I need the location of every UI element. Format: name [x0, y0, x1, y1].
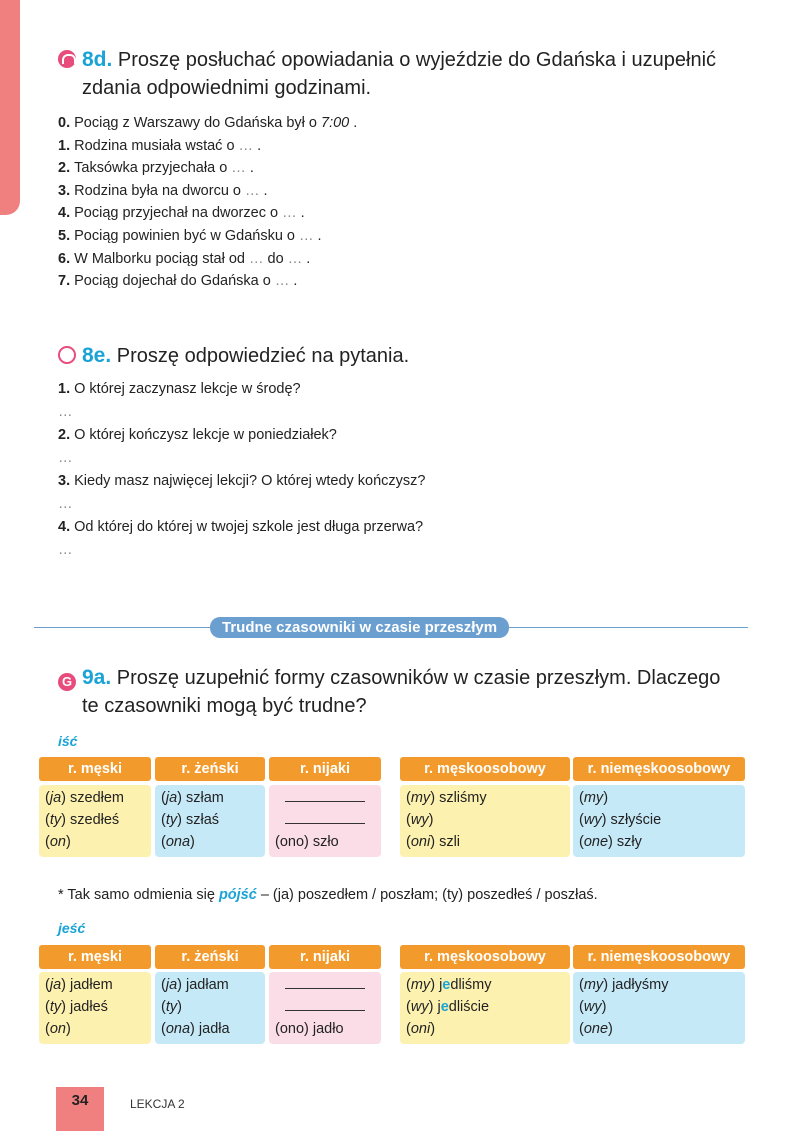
isc-header-mo: r. męskoosobowy [400, 757, 570, 781]
jesc-header-n: r. nijaki [269, 945, 381, 969]
item-number: 5. [58, 227, 75, 244]
form-line [579, 809, 739, 831]
form-line [406, 809, 564, 831]
note-rest: – (ja) poszedłem / poszłam; (ty) poszedłeś / poszłaś. [256, 887, 598, 903]
item-number: 3. [58, 473, 75, 489]
exercise-8d-instruction: Proszę posłuchać opowiadania o wyjeździe do Gdańska i uzupełnić [117, 49, 717, 71]
form-line: (ono) szło [275, 834, 339, 850]
note-pojsc [58, 887, 598, 903]
question-item: 2. O której kończysz lekcje w poniedziałek? [58, 427, 337, 443]
item-number: 0. [58, 115, 75, 131]
isc-cell-nmo [573, 785, 745, 857]
note-verb: pójść [218, 887, 257, 903]
isc-header-n: r. nijaki [269, 757, 381, 781]
exercise-8e-list [58, 378, 425, 562]
form-line [406, 996, 564, 1018]
blank-line [285, 790, 365, 802]
form-line [579, 1018, 739, 1040]
list-item: 1. Rodzina musiała wstać o … . [58, 137, 262, 154]
form-text: (wy) [406, 812, 434, 828]
exercise-9a-instruction-2: te czasowniki mogą być trudne? [82, 695, 367, 717]
form-text: (on) [45, 834, 71, 850]
question-item: 4. Od której do której w twojej szkole jest długa przerwa? [58, 519, 424, 535]
answer-blank: … [287, 250, 303, 267]
jesc-header-m: r. męski [39, 945, 151, 969]
form-text: (ty) szłaś [161, 812, 220, 828]
question-item: 3. Kiedy masz najwięcej lekcji? O której wtedy kończysz? [58, 473, 426, 489]
side-tab [0, 0, 20, 215]
item-number: 6. [58, 250, 75, 267]
isc-cell-n [269, 785, 381, 857]
form-text: (ja) jadłem [45, 977, 113, 993]
answer-blank: … [238, 137, 254, 154]
form-line [579, 974, 739, 996]
isc-cell-m [39, 785, 151, 857]
jesc-header-nmo: r. niemęskoosobowy [573, 945, 745, 969]
form-text: (my) [579, 790, 609, 806]
form-line [45, 831, 145, 853]
form-line [579, 787, 739, 809]
exercise-8e-number: 8e. [82, 344, 112, 367]
lesson-label: LEKCJA 2 [130, 1097, 185, 1111]
exercise-9a-heading [58, 664, 748, 720]
form-text: (on) [45, 1021, 71, 1037]
item-number: 4. [58, 205, 75, 222]
list-item: 0. Pociąg z Warszawy do Gdańska był o 7:00 . [58, 115, 358, 131]
form-line [45, 809, 145, 831]
form-line [406, 787, 564, 809]
form-text: (one) szły [579, 834, 642, 850]
item-number: 3. [58, 182, 75, 199]
grammar-icon: G [58, 673, 76, 691]
form-line [406, 1018, 564, 1040]
headphones-icon [58, 50, 76, 68]
list-item: 2. Taksówka przyjechała o … . [58, 160, 254, 177]
jesc-cell-mo [400, 972, 570, 1044]
form-text: (oni) szli [406, 834, 461, 850]
form-text: (one) [579, 1021, 613, 1037]
answer-line: … [58, 542, 73, 558]
form-text: (oni) [406, 1021, 436, 1037]
blank-line [285, 977, 365, 989]
list-item: 6. W Malborku pociąg stał od … do … . [58, 250, 311, 267]
answer-blank: … [245, 182, 260, 199]
list-item: 4. Pociąg przyjechał na dworzec o … . [58, 205, 305, 222]
jesc-header-mo: r. męskoosobowy [400, 945, 570, 969]
form-text: (ty) szedłeś [45, 812, 120, 828]
form-text: (my) jedliśmy [406, 977, 492, 993]
form-line [579, 831, 739, 853]
note-text: * Tak samo odmienia się [58, 887, 219, 903]
answer-blank: … [282, 205, 297, 222]
jesc-cell-n [269, 972, 381, 1044]
isc-header-f: r. żeński [155, 757, 265, 781]
item-number: 2. [58, 160, 75, 177]
form-line [275, 996, 375, 1018]
form-text: (ja) szłam [161, 790, 224, 806]
item-number: 2. [58, 427, 75, 443]
form-text: (ona) jadła [161, 1021, 230, 1037]
question-item: 1. O której zaczynasz lekcje w środę? [58, 381, 301, 397]
form-line [579, 996, 739, 1018]
isc-cell-f [155, 785, 265, 857]
blank-line [285, 812, 365, 824]
exercise-8e-instruction: Proszę odpowiedzieć na pytania. [116, 345, 410, 367]
answer-blank: … [274, 273, 290, 290]
exercise-8d-instruction-2: zdania odpowiednimi godzinami. [82, 77, 372, 99]
exercise-8d-number: 8d. [82, 48, 113, 71]
item-number: 4. [58, 519, 75, 535]
answer-blank: … [299, 227, 314, 244]
isc-verb: iść [58, 733, 78, 749]
item-number: 1. [58, 137, 75, 154]
exercise-9a-number: 9a. [82, 666, 112, 689]
form-text: (wy) szłyście [579, 812, 662, 828]
form-line [161, 996, 259, 1018]
form-text: (ona) [161, 834, 195, 850]
form-line [161, 1018, 259, 1040]
form-text: (ty) jadłeś [45, 999, 108, 1015]
form-text: (ty) [161, 999, 182, 1015]
form-line [161, 974, 259, 996]
jesc-cell-f [155, 972, 265, 1044]
form-line: (ono) jadło [275, 1021, 344, 1037]
form-line [275, 974, 375, 996]
exercise-9a-instruction: Proszę uzupełnić formy czasowników w czasie przeszłym. Dlaczego [116, 667, 721, 689]
blank-line [285, 999, 365, 1011]
form-line [161, 809, 259, 831]
form-line [45, 787, 145, 809]
list-item: 5. Pociąg powinien być w Gdańsku o … . [58, 227, 322, 244]
jesc-cell-m [39, 972, 151, 1044]
page-number: 34 [71, 1092, 89, 1109]
jesc-header-f: r. żeński [155, 945, 265, 969]
item-number: 7. [58, 273, 75, 290]
form-line [161, 787, 259, 809]
isc-header-nmo: r. niemęskoosobowy [573, 757, 745, 781]
exercise-8d-list [58, 112, 357, 293]
isc-cell-mo [400, 785, 570, 857]
form-text: (my) jadłyśmy [579, 977, 669, 993]
form-text: (ja) szedłem [45, 790, 125, 806]
form-text: (wy) [579, 999, 607, 1015]
list-item: 3. Rodzina była na dworcu o … . [58, 182, 268, 199]
exercise-8e-heading [58, 342, 748, 370]
answer-blank: 7:00 [321, 115, 350, 131]
answer-line: … [58, 450, 73, 466]
section-title: Trudne czasowniki w czasie przeszłym [210, 617, 509, 638]
isc-header-m: r. męski [39, 757, 151, 781]
form-line [161, 831, 259, 853]
jesc-verb: jeść [58, 920, 86, 936]
form-text: (my) szliśmy [406, 790, 487, 806]
form-line [45, 974, 145, 996]
speech-icon [58, 346, 76, 364]
answer-blank: … [231, 160, 246, 177]
form-line [406, 974, 564, 996]
form-line [45, 996, 145, 1018]
form-line [275, 809, 375, 831]
form-line [406, 831, 564, 853]
exercise-8d-heading [58, 46, 748, 102]
jesc-cell-nmo [573, 972, 745, 1044]
form-line [275, 787, 375, 809]
list-item: 7. Pociąg dojechał do Gdańska o … . [58, 273, 298, 290]
answer-line: … [58, 496, 73, 512]
item-number: 1. [58, 381, 75, 397]
form-line [45, 1018, 145, 1040]
form-text: (wy) jedliście [406, 999, 490, 1015]
answer-blank: … [249, 250, 264, 267]
answer-line: … [58, 404, 73, 420]
form-text: (ja) jadłam [161, 977, 229, 993]
